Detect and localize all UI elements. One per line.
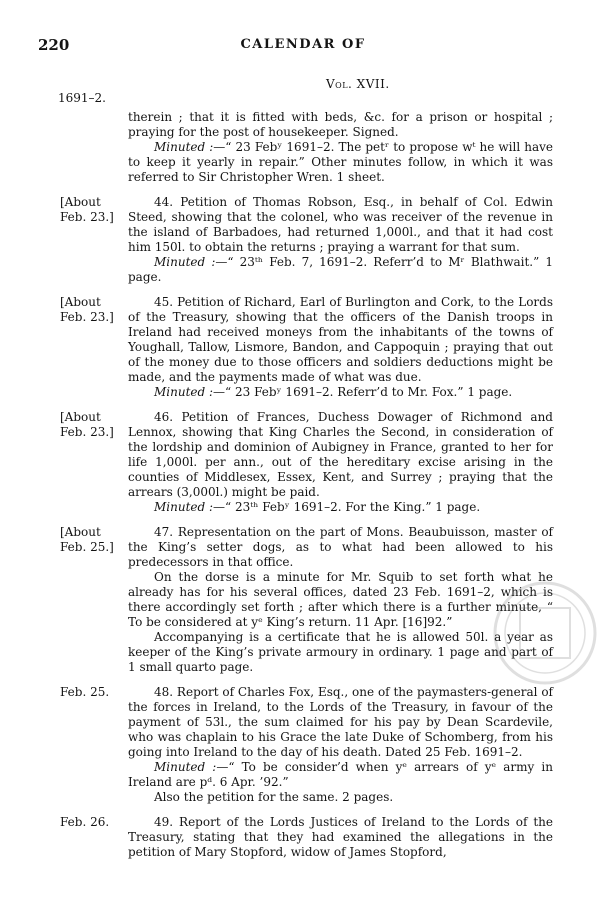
- minute-paragraph: [128, 140, 553, 185]
- also-paragraph: Also the petition for the same. 2 pages.: [154, 790, 394, 804]
- minute-paragraph: [128, 255, 553, 285]
- entry-text: 45. Petition of Richard, Earl of Burlington and Cork, to the Lords of the Treasury, showing that the officers of the Danish troops in Ireland had received moneys from the inhabitants of the towns of Youghall, Tallow, Lismore, Bandon, and Cappoquin ; praying that out of the money due to those officers and soldiers deductions might be made, and the payments made of what was due.: [128, 295, 553, 384]
- entry-text: 49. Report of the Lords Justices of Ireland to the Lords of the Treasury, stating that they had examined the allegations in the petition of Mary Stopford, widow of James Stopford,: [128, 815, 553, 859]
- entry-44: [0, 195, 606, 285]
- continuation-text: therein ; that it is fitted with beds, &c. for a prison or hospital ; praying for the post of housekeeper. Signed.: [128, 110, 553, 139]
- minute-text: “ 23 Febʸ 1691–2. The petʳ to propose wᵗ he will have to keep it yearly in repair.” Other minutes follow, in which it was referred to Sir Christopher Wren. 1 sheet.: [128, 140, 553, 184]
- minute-text: “ 23 Febʸ 1691–2. Referr’d to Mr. Fox.” 1 page.: [225, 385, 513, 399]
- minute-label: Minuted :—: [154, 385, 226, 399]
- minute-label: Minuted :—: [154, 760, 229, 774]
- entry-text: 48. Report of Charles Fox, Esq., one of the paymasters-general of the forces in Ireland, to the Lords of the Treasury, in favour of the payment of 53l., the sum claimed for his pay by Dean Scardevile, who was chaplain to his Grace the late Duke of Schomberg, from his going into Ireland to the day of his death. Dated 25 Feb. 1691–2.: [128, 685, 553, 759]
- minute-paragraph: [128, 500, 553, 515]
- minute-label: Minuted :—: [154, 255, 228, 269]
- year-label: 1691–2.: [58, 91, 106, 105]
- entry-date: Feb. 26.: [60, 815, 110, 829]
- running-title: CALENDAR OF: [240, 37, 366, 52]
- entry-date: [About Feb. 23.]: [60, 410, 114, 439]
- minute-text: “ 23ᵗʰ Febʸ 1691–2. For the King.” 1 page.: [225, 500, 481, 514]
- entry-45: [0, 295, 606, 400]
- entry-48: [0, 685, 606, 805]
- entry-text: 44. Petition of Thomas Robson, Esq., in behalf of Col. Edwin Steed, showing that the colonel, who was receiver of the revenue in the island of Barbadoes, had returned 1,000l., and that it had cost him 150l. to obtain the returns ; praying a warrant for that sum.: [128, 195, 553, 254]
- entry-49: [0, 815, 606, 860]
- entry-text: 47. Representation on the part of Mons. Beaubuisson, master of the King’s setter dogs, as to what had been allowed to his predecessors in that office.: [128, 525, 553, 569]
- minute-text: “ 23ᵗʰ Feb. 7, 1691–2. Referr’d to Mʳ Blathwait.” 1 page.: [128, 255, 553, 284]
- entry-date: [About Feb. 25.]: [60, 525, 114, 554]
- minute-paragraph: [128, 760, 553, 790]
- entry-date: [About Feb. 23.]: [60, 195, 114, 224]
- page-number: 220: [38, 36, 70, 54]
- calendar-body: [0, 110, 606, 870]
- entry-date: [About Feb. 23.]: [60, 295, 114, 324]
- accompanying-paragraph: Accompanying is a certificate that he is allowed 50l. a year as keeper of the King’s private armoury in ordinary. 1 page and part of 1 small quarto page.: [128, 630, 553, 674]
- minute-paragraph: [128, 385, 553, 400]
- page-header: [0, 36, 606, 56]
- minute-label: Minuted :—: [154, 500, 226, 514]
- minute-label: Minuted :—: [154, 140, 226, 154]
- entry-text: 46. Petition of Frances, Duchess Dowager of Richmond and Lennox, showing that King Charles the Second, in consideration of the lordship and dominion of Aubigney in France, granted to her for life 1,000l. per ann., out of the hereditary excise arising in the counties of Middlesex, Essex, Kent, and Surrey ; praying that the arrears (3,000l.) might be paid.: [128, 410, 553, 499]
- dorse-paragraph: On the dorse is a minute for Mr. Squib to set forth what he already has for his several offices, dated 23 Feb. 1691–2, which is there accordingly set forth ; after which there is a further minute, “ To be considered at yᵉ King’s return. 11 Apr. [16]92.”: [128, 570, 553, 629]
- entry-46: [0, 410, 606, 515]
- minute-text: “ To be consider’d when yᵉ arrears of yᵉ army in Ireland are pᵈ. 6 Apr. ’92.”: [128, 760, 553, 789]
- volume-label: Vol. XVII.: [326, 77, 390, 91]
- continuation-entry: [0, 110, 606, 185]
- entry-47: [0, 525, 606, 675]
- entry-date: Feb. 25.: [60, 685, 110, 699]
